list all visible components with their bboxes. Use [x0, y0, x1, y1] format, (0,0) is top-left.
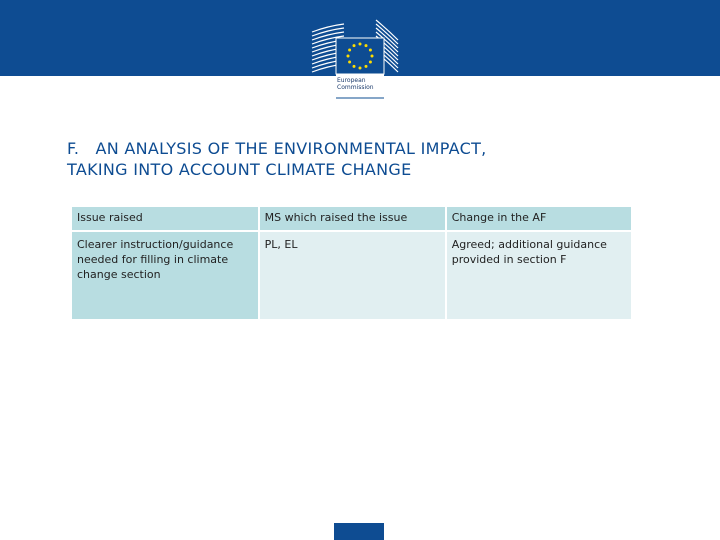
title-line2: TAKING INTO ACCOUNT CLIMATE CHANGE — [67, 160, 412, 179]
cell-issue: Clearer instruction/guidance needed for filling in climate change section — [71, 231, 259, 320]
column-header-change: Change in the AF — [446, 206, 632, 231]
column-header-issue: Issue raised — [71, 206, 259, 231]
table-row — [71, 231, 632, 320]
logo-text-line2: Commission — [337, 84, 374, 91]
logo-text — [337, 77, 374, 91]
table-header-row — [71, 206, 632, 231]
cell-ms: PL, EL — [259, 231, 446, 320]
footer-page-tab — [334, 523, 384, 540]
issues-table — [70, 205, 633, 321]
column-header-ms: MS which raised the issue — [259, 206, 446, 231]
page-title — [67, 138, 487, 180]
title-line1: F. AN ANALYSIS OF THE ENVIRONMENTAL IMPACT, — [67, 139, 487, 158]
cell-change: Agreed; additional guidance provided in section F — [446, 231, 632, 320]
logo-text-line1: European — [337, 77, 366, 84]
